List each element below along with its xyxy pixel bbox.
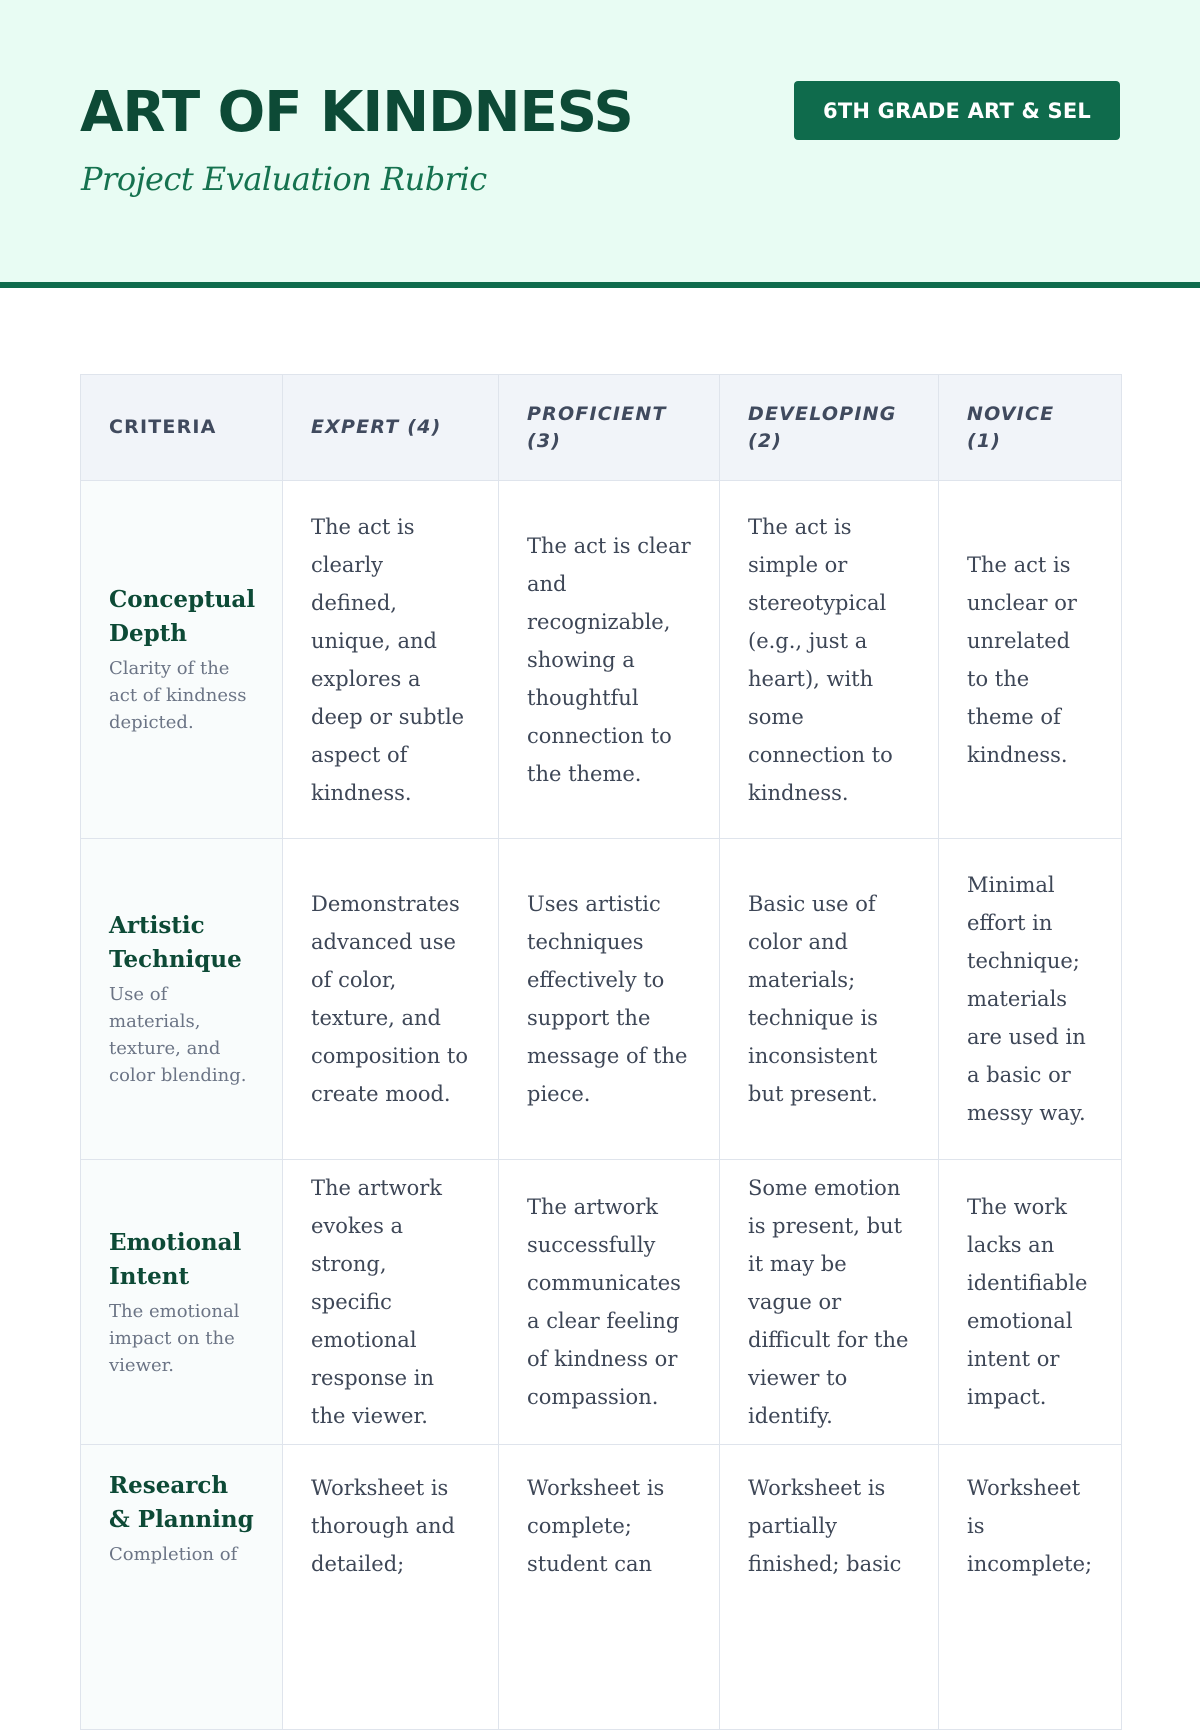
table-row (81, 839, 1122, 1160)
criteria-name: Research & Planning (109, 1472, 254, 1533)
expert-cell: Demonstrates advanced use of color, texture, and composition to create mood. (283, 839, 499, 1160)
novice-cell: The act is unclear or unrelated to the theme of kindness. (939, 481, 1122, 839)
criteria-name: Conceptual Depth (109, 586, 256, 647)
table-row (81, 1445, 1122, 1730)
criteria-description: The emotional impact on the viewer. (109, 1300, 240, 1376)
proficient-cell: The artwork successfully communicates a clear feeling of kindness or compassion. (499, 1160, 720, 1445)
expert-cell: The artwork evokes a strong, specific emotional response in the viewer. (283, 1160, 499, 1445)
proficient-cell: The act is clear and recognizable, showing a thoughtful connection to the theme. (499, 481, 720, 839)
expert-cell: Worksheet is thorough and detailed; (283, 1445, 499, 1730)
criteria-name: Artistic Technique (109, 912, 242, 973)
expert-cell: The act is clearly defined, unique, and explores a deep or subtle aspect of kindness. (283, 481, 499, 839)
criteria-description: Use of materials, texture, and color blending. (109, 984, 247, 1086)
column-header-novice: NOVICE (1) (939, 375, 1122, 481)
table-row (81, 1160, 1122, 1445)
novice-cell: Worksheet is incomplete; (939, 1445, 1122, 1730)
criteria-description: Completion of (109, 1544, 238, 1565)
column-header-expert: EXPERT (4) (283, 375, 499, 481)
rubric-table (80, 374, 1122, 1730)
page-header (0, 0, 1200, 288)
novice-cell: The work lacks an identifiable emotional intent or impact. (939, 1160, 1122, 1445)
developing-cell: Basic use of color and materials; technique is inconsistent but present. (720, 839, 939, 1160)
criteria-cell (81, 839, 283, 1160)
column-header-criteria: CRITERIA (81, 375, 283, 481)
criteria-name: Emotional Intent (109, 1228, 242, 1290)
developing-cell: Some emotion is present, but it may be vague or difficult for the viewer to identify. (720, 1160, 939, 1445)
column-header-developing: DEVELOPING (2) (720, 375, 939, 481)
table-row (81, 481, 1122, 839)
page-title: ART OF KINDNESS (80, 80, 633, 145)
page-subtitle: Project Evaluation Rubric (81, 160, 487, 198)
proficient-cell: Worksheet is complete; student can (499, 1445, 720, 1730)
criteria-cell (81, 481, 283, 839)
proficient-cell: Uses artistic techniques effectively to support the message of the piece. (499, 839, 720, 1160)
grade-badge: 6TH GRADE ART & SEL (794, 81, 1120, 140)
novice-cell: Minimal effort in technique; materials are used in a basic or messy way. (939, 839, 1122, 1160)
criteria-description: Clarity of the act of kindness depicted. (109, 658, 247, 733)
developing-cell: The act is simple or stereotypical (e.g., just a heart), with some connection to kindness. (720, 481, 939, 839)
rubric-header-row (81, 375, 1122, 481)
column-header-proficient: PROFICIENT (3) (499, 375, 720, 481)
criteria-cell (81, 1160, 283, 1445)
developing-cell: Worksheet is partially finished; basic (720, 1445, 939, 1730)
criteria-cell (81, 1445, 283, 1730)
